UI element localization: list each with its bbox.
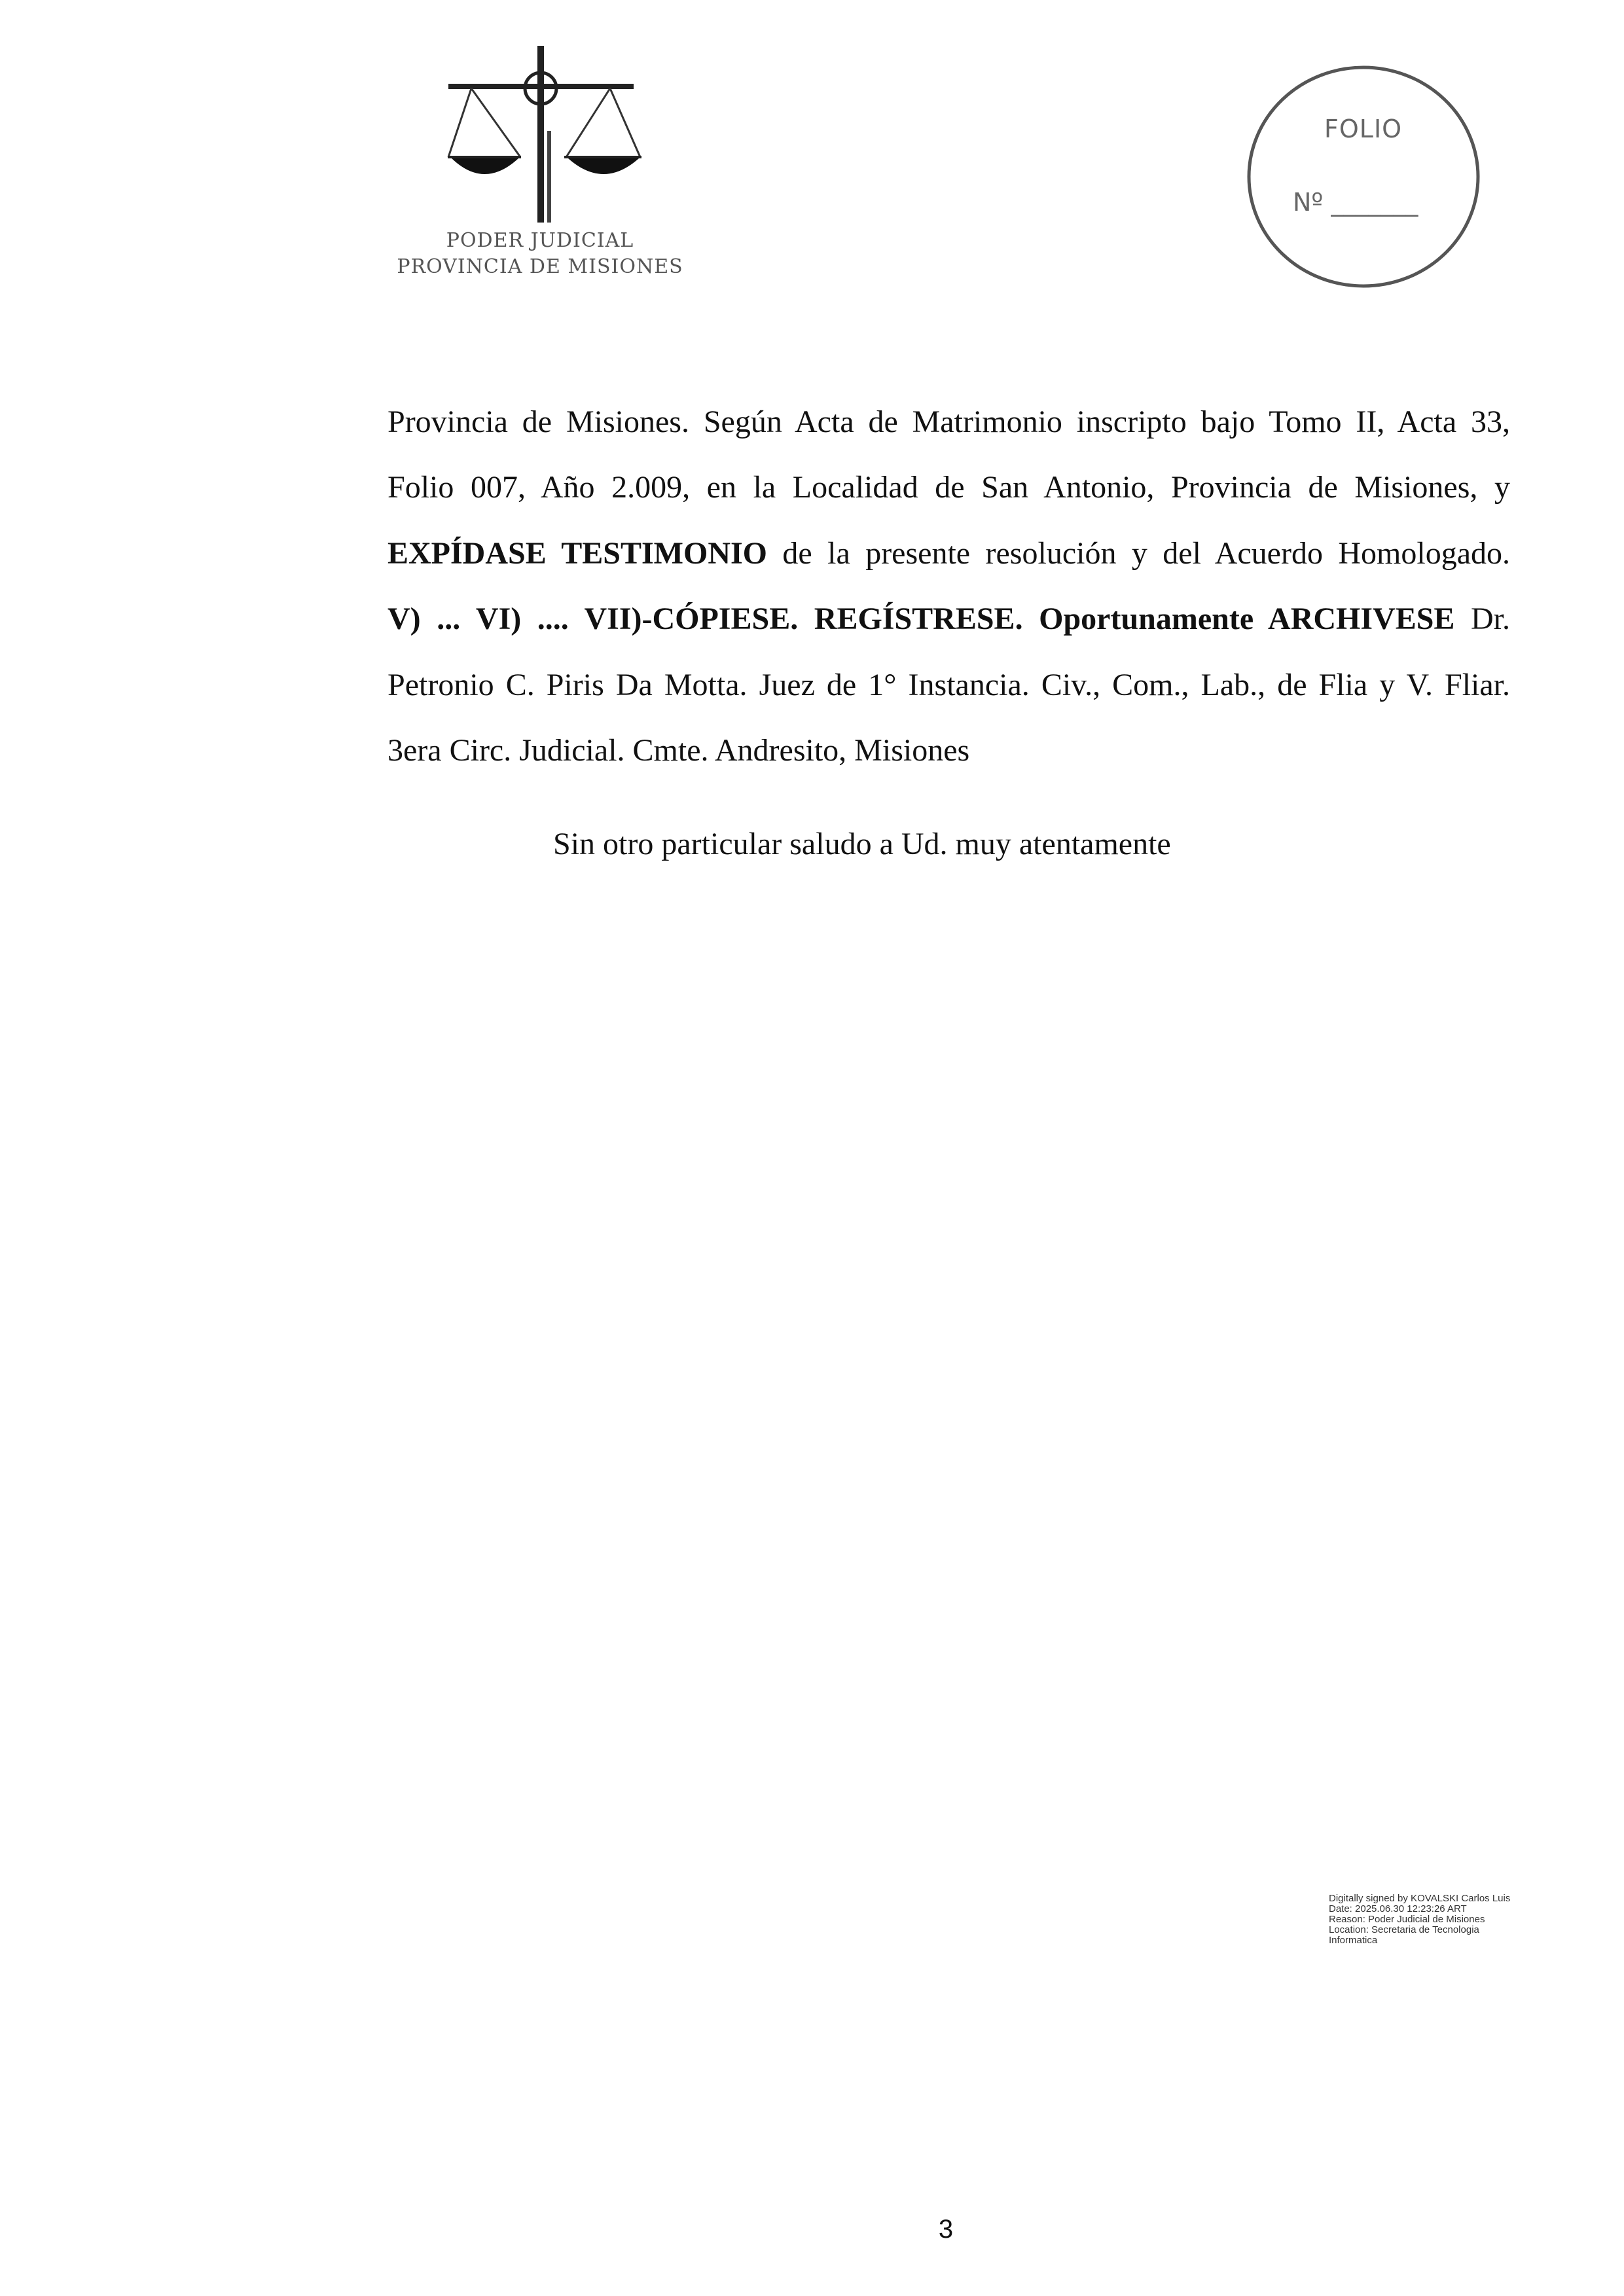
- body-line-3-rest: de la presente resolución y del Acuerdo Homologado.: [767, 535, 1511, 571]
- body-line-6: 3era Circ. Judicial. Cmte. Andresito, Misiones: [388, 733, 970, 768]
- folio-circle: [1247, 62, 1483, 291]
- folio-label: FOLIO: [1324, 115, 1403, 143]
- page-number: 3: [938, 2215, 954, 2244]
- copiese-registrese-text: V) ... VI) .... VII)-CÓPIESE. REGÍSTRESE. Oportunamente ARCHIVESE: [388, 601, 1455, 637]
- body-line-3: [388, 521, 1510, 586]
- scales-of-justice-icon: [393, 39, 687, 229]
- expidase-testimonio-text: EXPÍDASE TESTIMONIO: [388, 535, 768, 571]
- body-line-4: [388, 586, 1510, 652]
- logo-line-2: PROVINCIA DE MISIONES: [397, 255, 683, 278]
- body-line-2: Folio 007, Año 2.009, en la Localidad de San Antonio, Provincia de Misiones, y: [388, 470, 1510, 505]
- poder-judicial-logo: [393, 39, 687, 301]
- folio-stamp: [1247, 62, 1483, 291]
- signature-line-5: Informatica: [1329, 1935, 1378, 1946]
- signature-line-1: Digitally signed by KOVALSKI Carlos Luis: [1329, 1893, 1511, 1904]
- body-line-1: Provincia de Misiones. Según Acta de Matrimonio inscripto bajo Tomo II, Acta 33,: [388, 404, 1510, 439]
- signature-line-2: Date: 2025.06.30 12:23:26 ART: [1329, 1903, 1467, 1914]
- signature-line-3: Reason: Poder Judicial de Misiones: [1329, 1914, 1485, 1925]
- folio-number-label: Nº _______: [1293, 188, 1418, 217]
- closing-salutation: Sin otro particular saludo a Ud. muy atentamente: [553, 827, 1171, 861]
- digital-signature: [1329, 1893, 1545, 1946]
- body-line-4-rest: Dr.: [1454, 601, 1510, 637]
- body-line-5: Petronio C. Piris Da Motta. Juez de 1° Instancia. Civ., Com., Lab., de Flia y V. Fliar.: [388, 667, 1510, 702]
- logo-line-1: PODER JUDICIAL: [446, 229, 634, 252]
- resolution-text: [388, 389, 1510, 783]
- signature-line-4: Location: Secretaria de Tecnologia: [1329, 1924, 1479, 1935]
